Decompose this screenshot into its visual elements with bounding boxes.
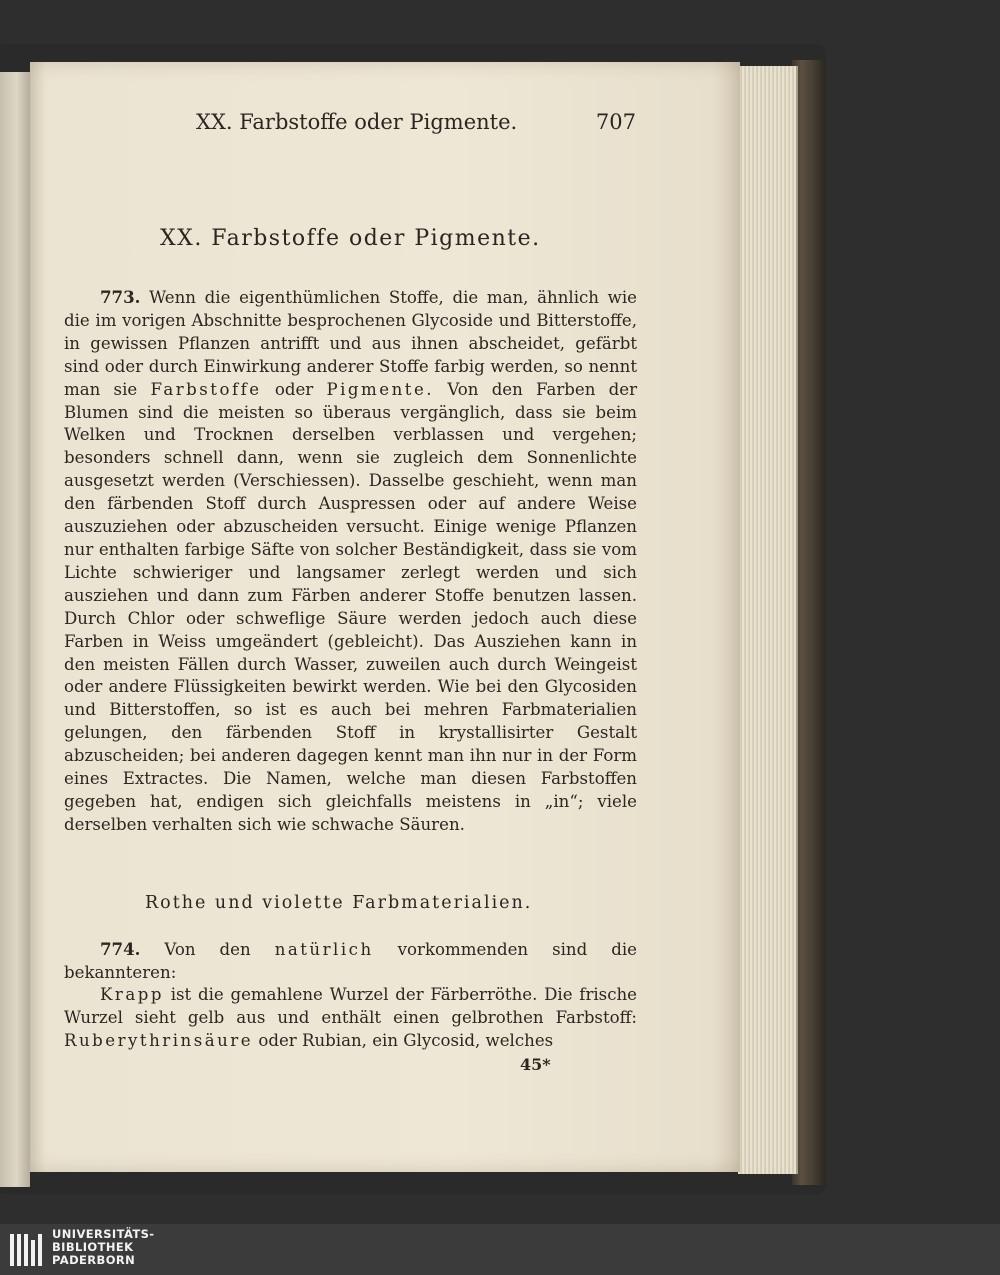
section-title: XX. Farbstoffe oder Pigmente. (160, 226, 541, 251)
paragraph-number: 774. (100, 939, 141, 959)
page-block-edge (738, 66, 798, 1174)
paragraph-text: Von den (164, 940, 251, 959)
term-farbstoffe: Farbstoffe (150, 379, 262, 399)
term-natuerlich: natürlich (274, 940, 374, 959)
library-logo-icon (8, 1230, 46, 1270)
library-logo-text (52, 1228, 154, 1267)
left-page-edge (0, 72, 30, 1187)
paragraph-text: oder (274, 379, 314, 399)
paragraph-text: oder Rubian, ein Glycosid, welches (258, 1030, 554, 1050)
logo-line: PADERBORN (52, 1253, 136, 1267)
running-head (196, 110, 636, 140)
term-ruberythrinsaeure: Ruberythrinsäure (64, 1030, 254, 1050)
term-krapp: Krapp (100, 985, 164, 1004)
term-pigmente: Pigmente. (326, 379, 435, 399)
paragraph-krapp (64, 984, 637, 1053)
paragraph-text: vorkommenden sind die bekannteren: (64, 940, 637, 982)
paragraph-774 (64, 938, 637, 985)
page-number: 707 (595, 110, 636, 134)
footer-bar (0, 1224, 1000, 1275)
logo-line: UNIVERSITÄTS- (52, 1227, 155, 1241)
paragraph-773 (64, 286, 637, 837)
paragraph-text: Wenn die eigenthümlichen Stoffe, die man, ähnlich wie die im vorigen Abschnitte besprochenen Glycoside und Bitterstoffe, in gewissen Pflanzen antrifft und aus ihnen abscheidet, gefärbt sind oder durch Einwirkung anderer Stoffe farbig werden, so nennt man sie (64, 288, 637, 399)
logo-line: BIBLIOTHEK (52, 1240, 134, 1254)
signature-mark: 45* (520, 1055, 551, 1074)
paragraph-text: ist die gemahlene Wurzel der Färberröthe. Die frische Wurzel sieht gelb aus und enthält einen gelbrothen Farbstoff: (64, 985, 638, 1027)
paragraph-text: Von den Farben der Blumen sind die meisten so überaus vergänglich, dass sie beim Welken und Trocknen derselben verblassen und vergehen; besonders schnell dann, wenn sie zugleich dem Sonnenlichte ausgesetzt werden (Verschiessen). Dasselbe geschieht, wenn man den färbenden Stoff durch Auspressen oder auf andere Weise auszuziehen oder abzuscheiden versucht. Einige wenige Pflanzen nur enthalten farbige Säfte von solcher Beständigkeit, dass sie vom Lichte schwieriger und langsamer zerlegt werden und sich ausziehen und dann zum Färben anderer Stoffe benutzen lassen. Durch Chlor oder schweflige Säure werden jedoch auch diese Farben in Weiss umgeändert (gebleicht). Das Ausziehen kann in den meisten Fällen durch Wasser, zuweilen auch durch Weingeist oder andere Flüssigkeiten bewirkt werden. Wie bei den Glycosiden und Bitterstoffen, so ist es auch bei mehren Farbmaterialien gelungen, den färbenden Stoff in krystallisirter Gestalt abzuscheiden; bei anderen dagegen kennt man ihn nur in der Form eines Extractes. Die Namen, welche man diesen Farbstoffen gegeben hat, endigen sich gleichfalls meistens in „in“; viele derselben verhalten sich wie schwache Säuren. (64, 379, 638, 834)
paragraph-number: 773. (100, 287, 141, 307)
subsection-title: Rothe und violette Farbmaterialien. (145, 893, 533, 913)
running-title: XX. Farbstoffe oder Pigmente. (196, 110, 518, 134)
